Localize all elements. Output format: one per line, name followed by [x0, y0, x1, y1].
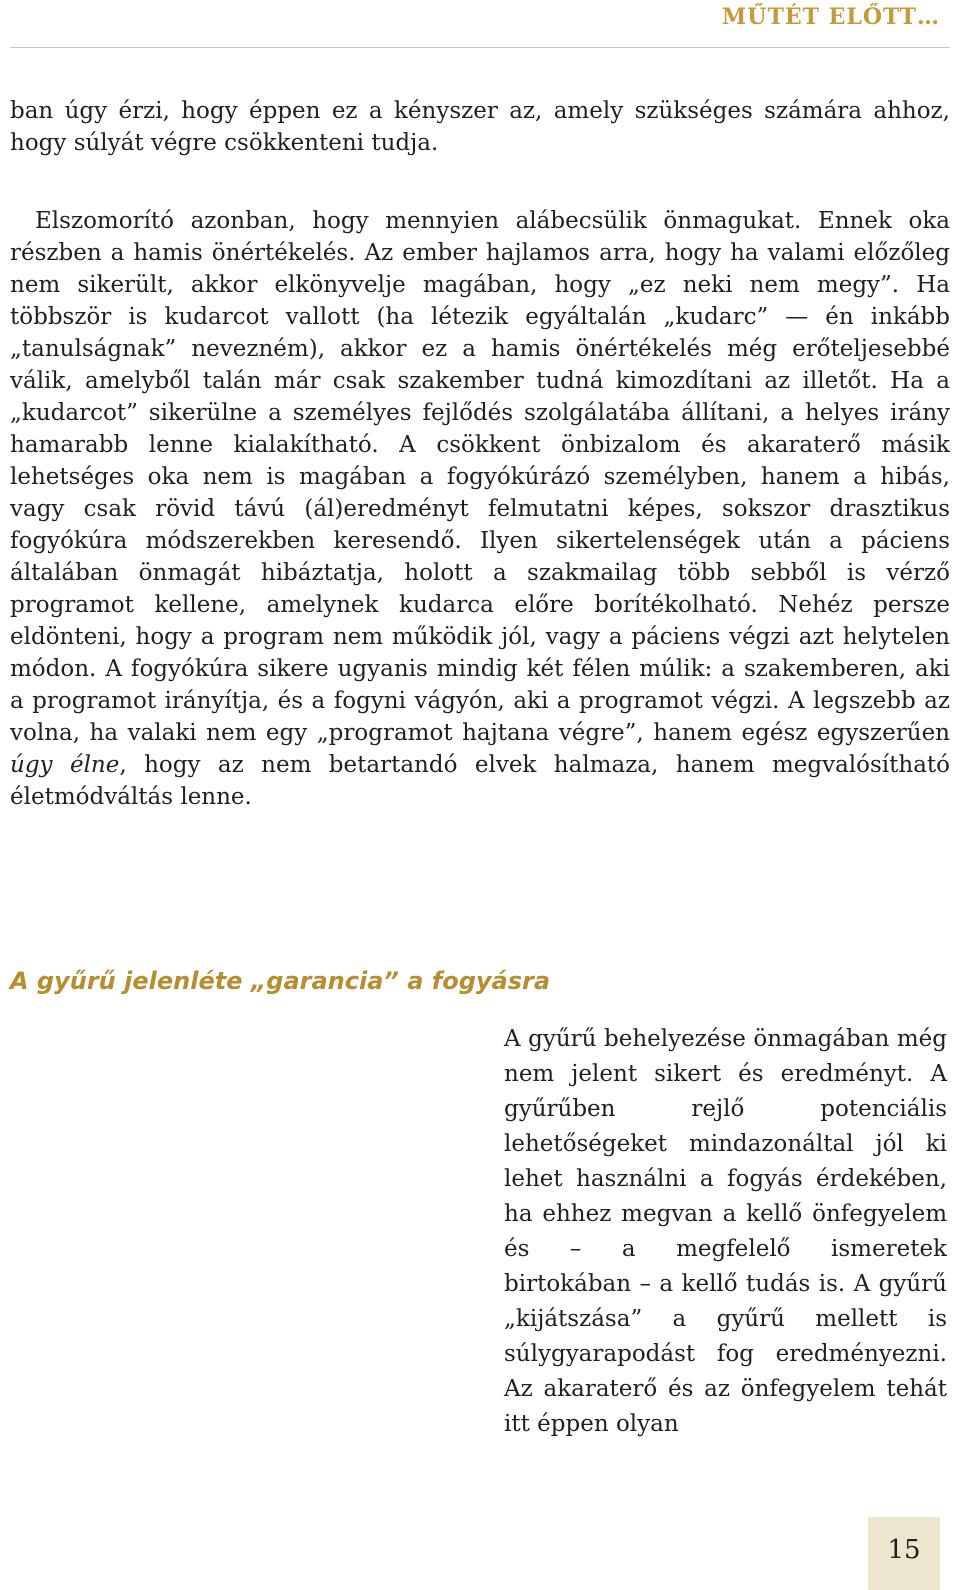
paragraph-main-italic: úgy élne: [10, 752, 120, 778]
paragraph-main-text-2: , hogy az nem betartandó elvek halmaza, hanem megvalósítható életmódváltás lenne.: [10, 752, 951, 810]
page-number: 15: [887, 1535, 921, 1565]
paragraph-continuation: ban úgy érzi, hogy éppen ez a kényszer az, amely szükséges számára ahhoz, hogy súlyát végre csökkenteni tudja.: [10, 98, 950, 156]
section-column-text: A gyűrű behelyezése önmagában még nem jelent sikert és eredményt. A gyűrűben rejlő potenciális lehetőségeket mindazonáltal jól ki lehet használni a fogyás érdekében, ha ehhez megvan a kellő önfegyelem és – a megfelelő ismeretek birtokában – a kellő tudás is. A gyűrű „kijátszása” a gyűrű mellett is súlygyarapodást fog eredményezni. Az akaraterő és az önfegyelem tehát itt éppen olyan: [504, 1026, 947, 1437]
paragraph-main-text-1: Elszomorító azonban, hogy mennyien alábecsülik önmagukat. Ennek oka részben a hamis önértékelés. Az ember hajlamos arra, hogy ha valami előzőleg nem sikerült, akkor elkönyvelje magában, hogy „ez neki nem megy”. Ha többször is kudarcot vallott (ha létezik egyáltalán „kudarc” — én inkább „tanulságnak” nevezném), akkor ez a hamis önértékelés még erőteljesebbé válik, amelyből talán már csak szakember tudná kimozdítani az illetőt. Ha a „kudarcot” sikerülne a személyes fejlődés szolgálatába állítani, a helyes irány hamarabb lenne kialakítható. A csökkent önbizalom és akaraterő másik lehetséges oka nem is magában a fogyókúrázó személyben, hanem a hibás, vagy csak rövid távú (ál)eredményt felmutatni képes, sokszor drasztikus fogyókúra módszerekben keresendő. Ilyen sikertelenségek után a páciens általában önmagát hibáztatja, holott a szakmailag több sebből is vérző programot kellene, amelynek kudarca előre borítékolható. Nehéz persze eldönteni, hogy a program nem működik jól, vagy a páciens végzi azt helytelen módon. A fogyókúra sikere ugyanis mindig két félen múlik: a szakemberen, aki a programot irányítja, és a fogyni vágyón, aki a programot végzi. A legszebb az volna, ha valaki nem egy „programot hajtana végre”, hanem egész egyszerűen: [10, 208, 950, 746]
header-divider: [10, 47, 950, 48]
paragraph-main: [10, 205, 950, 813]
section-heading: A gyűrű jelenléte „garancia” a fogyásra: [10, 967, 551, 995]
page-number-box: [868, 1517, 940, 1590]
running-head: MŰTÉT ELŐTT…: [721, 4, 940, 30]
